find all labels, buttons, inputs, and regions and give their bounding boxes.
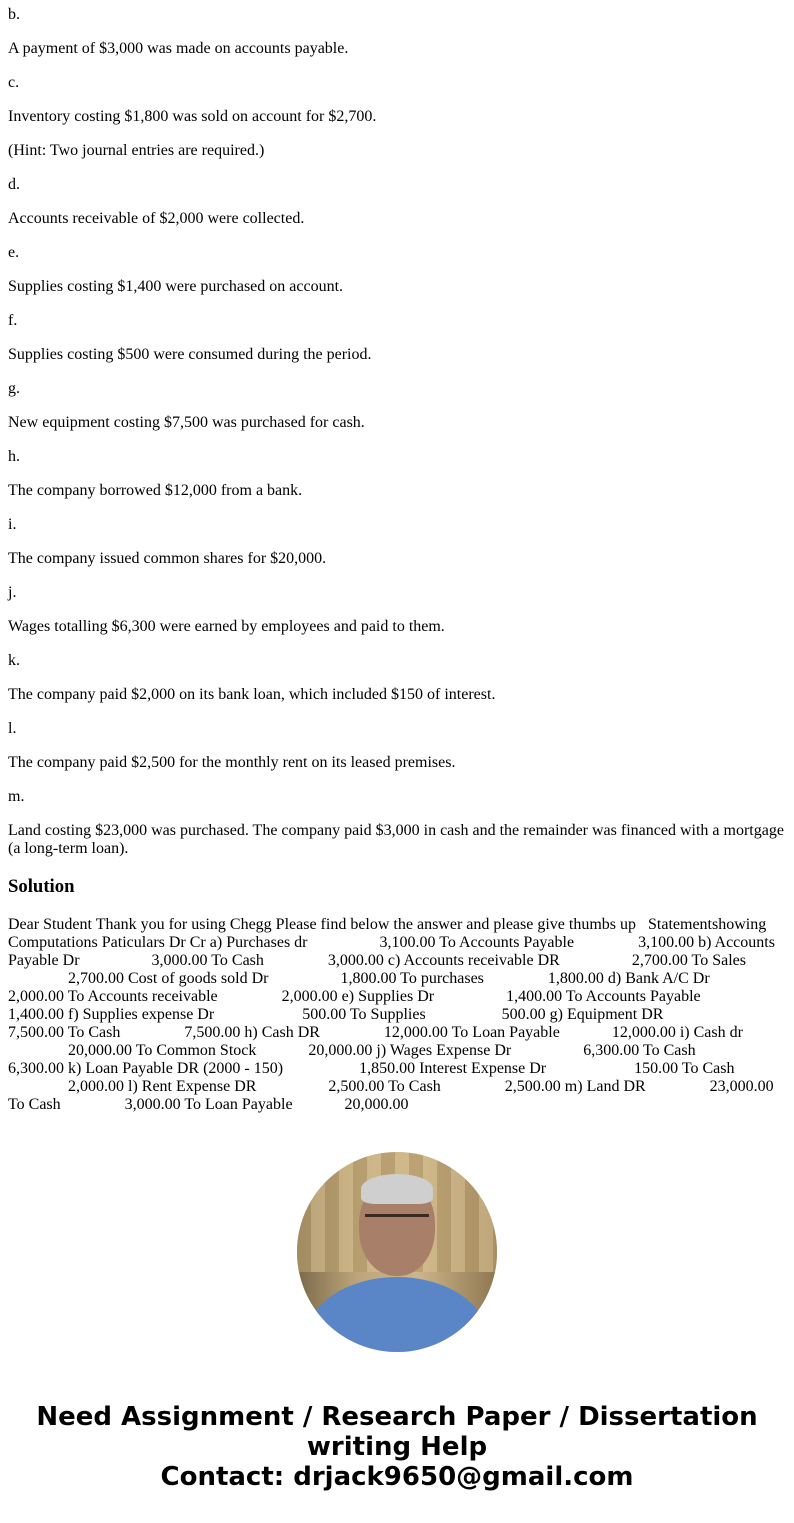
- solution-line: 2,000.00 To Accounts receivable 2,000.00 e) Supplies Dr 1,400.00 To Accounts Payable: [8, 988, 701, 1005]
- solution-line: 6,300.00 k) Loan Payable DR (2000 - 150) 1,850.00 Interest Expense Dr 150.00 To Cash: [8, 1060, 735, 1077]
- solution-line: 7,500.00 To Cash 7,500.00 h) Cash DR 12,000.00 To Loan Payable 12,000.00 i) Cash dr: [8, 1024, 743, 1041]
- solution-line: 1,400.00 f) Supplies expense Dr 500.00 To Supplies 500.00 g) Equipment DR: [8, 1006, 664, 1023]
- author-photo: [297, 1152, 497, 1352]
- solution-body: [8, 916, 786, 1114]
- promo-line: Need Assignment / Research Paper / Dissertation: [36, 1402, 758, 1432]
- solution-line: Payable Dr 3,000.00 To Cash 3,000.00 c) Accounts receivable DR 2,700.00 To Sales: [8, 952, 746, 969]
- solution-line: Dear Student Thank you for using Chegg Please find below the answer and please give thumbs up Statementshowing: [8, 916, 767, 933]
- question-text: Land costing $23,000 was purchased. The company paid $3,000 in cash and the remainder was financed with a mortgage (a long-term loan).: [8, 822, 784, 857]
- solution-line: 2,700.00 Cost of goods sold Dr 1,800.00 To purchases 1,800.00 d) Bank A/C Dr: [8, 970, 710, 987]
- solution-line: 2,000.00 l) Rent Expense DR 2,500.00 To Cash 2,500.00 m) Land DR 23,000.00: [8, 1078, 774, 1095]
- solution-line: Computations Paticulars Dr Cr a) Purchases dr 3,100.00 To Accounts Payable 3,100.00 b) Accounts: [8, 934, 775, 951]
- question-text: A payment of $3,000 was made on accounts payable.: [8, 40, 349, 57]
- question-list: [8, 6, 786, 858]
- question-label: c.: [8, 74, 20, 91]
- question-label: k.: [8, 652, 20, 669]
- question-text: Inventory costing $1,800 was sold on account for $2,700.: [8, 108, 377, 125]
- question-label: j.: [8, 584, 17, 601]
- question-text: Supplies costing $500 were consumed during the period.: [8, 346, 372, 363]
- question-text: Supplies costing $1,400 were purchased on account.: [8, 278, 344, 295]
- question-label: g.: [8, 380, 20, 397]
- question-label: b.: [8, 6, 20, 23]
- question-text: The company issued common shares for $20,000.: [8, 550, 327, 567]
- question-label: e.: [8, 244, 20, 261]
- question-label: m.: [8, 788, 25, 805]
- question-text: Accounts receivable of $2,000 were collected.: [8, 210, 305, 227]
- question-text: The company paid $2,000 on its bank loan, which included $150 of interest.: [8, 686, 496, 703]
- question-text: Wages totalling $6,300 were earned by employees and paid to them.: [8, 618, 445, 635]
- question-text: The company paid $2,500 for the monthly rent on its leased premises.: [8, 754, 456, 771]
- promo-contact: Contact: drjack9650@gmail.com: [160, 1462, 634, 1492]
- question-label: d.: [8, 176, 20, 193]
- solution-heading: Solution: [8, 876, 75, 897]
- question-label: l.: [8, 720, 17, 737]
- question-text: New equipment costing $7,500 was purchased for cash.: [8, 414, 365, 431]
- question-label: i.: [8, 516, 17, 533]
- promo-banner: [8, 1402, 786, 1492]
- question-label: h.: [8, 448, 20, 465]
- solution-line: 20,000.00 To Common Stock 20,000.00 j) Wages Expense Dr 6,300.00 To Cash: [8, 1042, 696, 1059]
- question-hint: (Hint: Two journal entries are required.): [8, 142, 265, 159]
- promo-line: writing Help: [306, 1432, 488, 1462]
- question-label: f.: [8, 312, 18, 329]
- solution-line: To Cash 3,000.00 To Loan Payable 20,000.00: [8, 1096, 409, 1113]
- question-text: The company borrowed $12,000 from a bank.: [8, 482, 303, 499]
